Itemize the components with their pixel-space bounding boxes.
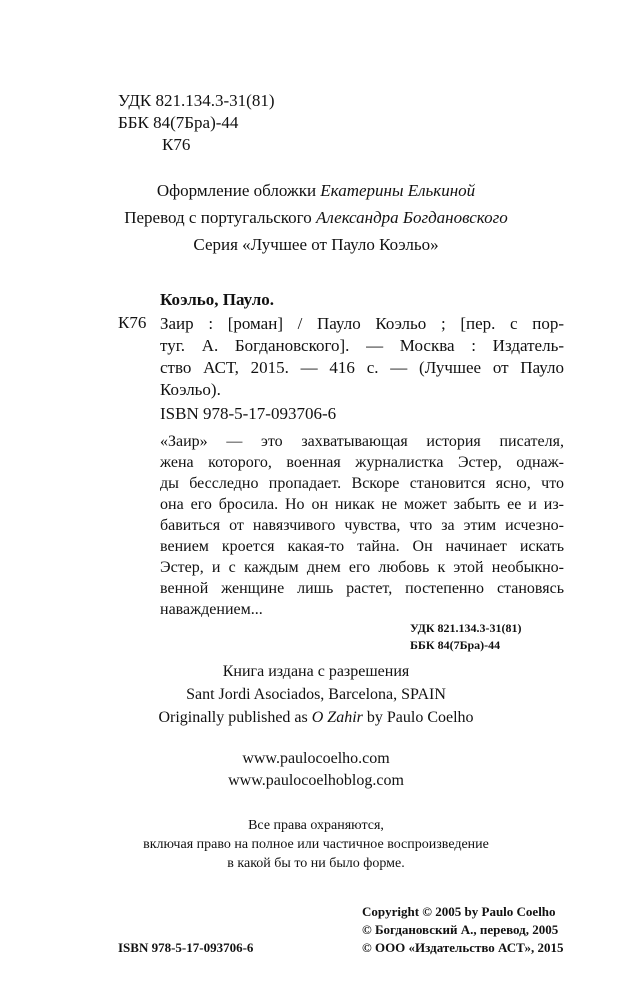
rights-line: включая право на полное или частичное воспроизведение xyxy=(143,837,489,852)
copyright-line: © Богдановский А., перевод, 2005 xyxy=(362,922,559,937)
record-line: Коэльо). xyxy=(160,380,221,399)
website-link: www.paulocoelho.com xyxy=(242,750,390,767)
rights-line: Все права охраняются, xyxy=(248,818,384,833)
original-publication: Originally published as O Zahir by Paulo Coelho xyxy=(158,709,474,726)
original-title: O Zahir xyxy=(311,709,363,726)
bbk-code: ББК 84(7Бра)-44 xyxy=(118,113,239,132)
permission-line: Книга издана с разрешения xyxy=(222,663,410,680)
rights-line: в какой бы то ни было форме. xyxy=(227,856,405,871)
annotation-line: она его бросила. Но он никак не может забыть ее и из- xyxy=(160,496,564,513)
copyright-line: © ООО «Издательство АСТ», 2015 xyxy=(362,940,564,955)
cover-designer-name: Екатерины Елькиной xyxy=(320,181,476,200)
annotation-line: ды бесследно пропадает. Вскоре становится ясно, что xyxy=(160,475,564,492)
bbk-code-small: ББК 84(7Бра)-44 xyxy=(410,638,501,652)
website-link: www.paulocoelhoblog.com xyxy=(228,772,404,789)
record-author: Коэльо, Пауло. xyxy=(160,290,274,309)
udk-code: УДК 821.134.3-31(81) xyxy=(118,91,275,110)
translation-credit: Перевод с португальского Александра Богдановского xyxy=(124,208,508,227)
translator-name: Александра Богдановского xyxy=(315,208,508,227)
annotation-line: бавиться от навязчивого чувства, что за этим исчезно- xyxy=(160,517,564,534)
annotation-line: «Заир» — это захватывающая история писателя, xyxy=(160,433,564,450)
record-cutter: К76 xyxy=(118,313,147,332)
permission-agency: Sant Jordi Asociados, Barcelona, SPAIN xyxy=(186,686,446,703)
annotation-line: наваждением... xyxy=(160,601,263,618)
annotation-line: вением кроется какая-то тайна. Он начинает искать xyxy=(160,538,564,555)
record-isbn: ISBN 978-5-17-093706-6 xyxy=(160,404,337,423)
annotation-line: Эстер, и с каждым днем его любовь к этой необыкно- xyxy=(160,559,564,576)
cover-credit: Оформление обложки Екатерины Елькиной xyxy=(156,181,476,200)
copyright-line: Copyright © 2005 by Paulo Coelho xyxy=(362,904,556,919)
series-credit: Серия «Лучшее от Пауло Коэльо» xyxy=(193,235,439,254)
annotation-line: жена которого, военная журналистка Эстер, однаж- xyxy=(160,454,564,471)
udk-code-small: УДК 821.134.3-31(81) xyxy=(410,621,522,635)
record-line: туг. А. Богдановского]. — Москва : Издатель- xyxy=(160,336,564,355)
cutter-code: К76 xyxy=(162,135,191,154)
annotation-line: венной женщине лишь растет, постепенно становясь xyxy=(160,580,564,597)
isbn-bottom: ISBN 978-5-17-093706-6 xyxy=(118,940,254,955)
record-line: Заир : [роман] / Пауло Коэльо ; [пер. с пор- xyxy=(160,314,564,333)
record-line: ство АСТ, 2015. — 416 с. — (Лучшее от Пауло xyxy=(160,358,564,377)
